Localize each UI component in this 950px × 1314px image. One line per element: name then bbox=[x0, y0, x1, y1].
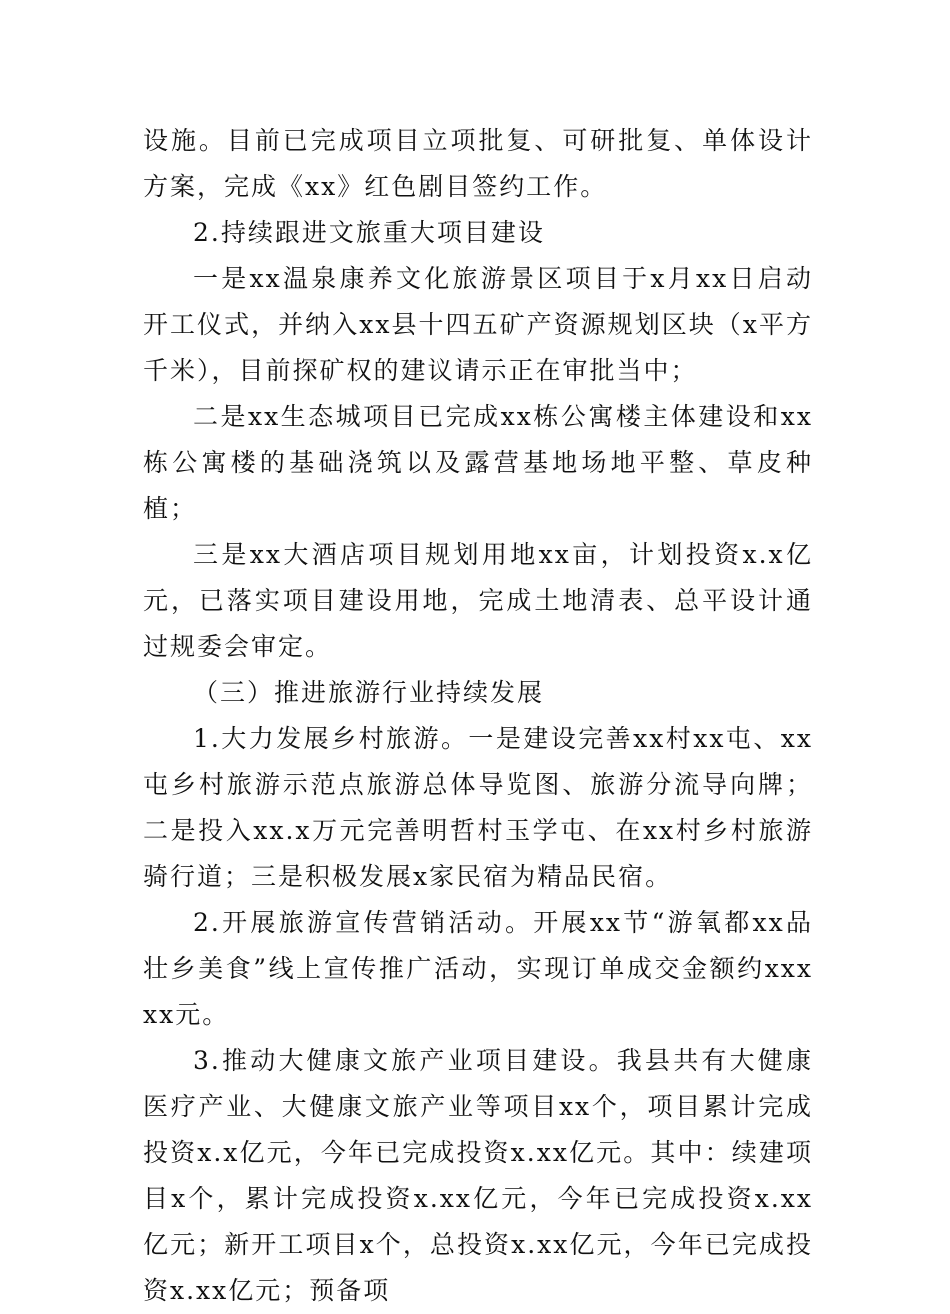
paragraph-hot-spring-project: 一是xx温泉康养文化旅游景区项目于x月xx日启动开工仪式，并纳入xx县十四五矿产资源规划区块（x平方千米），目前探矿权的建议请示正在审批当中； bbox=[143, 264, 813, 385]
paragraph-eco-city-project: 二是xx生态城项目已完成xx栋公寓楼主体建设和xx栋公寓楼的基础浇筑以及露营基地场地平整、草皮种植； bbox=[143, 402, 813, 523]
paragraph-health-tourism: 3.推动大健康文旅产业项目建设。我县共有大健康医疗产业、大健康文旅产业等项目xx个，项目累计完成投资x.x亿元，今年已完成投资x.xx亿元。其中：续建项目x个，累计完成投资x.xx亿元，今年已完成投资x.xx亿元；新开工项目x个，总投资x.xx亿元，今年已完成投资x.xx亿元；预备项 bbox=[143, 1046, 813, 1305]
paragraph-hotel-project: 三是xx大酒店项目规划用地xx亩，计划投资x.x亿元，已落实项目建设用地，完成土地清表、总平设计通过规委会审定。 bbox=[143, 540, 813, 661]
paragraph-marketing: 2.开展旅游宣传营销活动。开展xx节“游氧都xx品壮乡美食”线上宣传推广活动，实现订单成交金额约xxxxx元。 bbox=[143, 908, 813, 1029]
section-heading-tourism: （三）推进旅游行业持续发展 bbox=[193, 678, 545, 707]
paragraph-continuation: 设施。目前已完成项目立项批复、可研批复、单体设计方案，完成《xx》红色剧目签约工作。 bbox=[143, 126, 813, 201]
document-body bbox=[143, 118, 813, 1314]
subheading-major-projects: 2.持续跟进文旅重大项目建设 bbox=[193, 218, 545, 247]
paragraph-rural-tourism: 1.大力发展乡村旅游。一是建设完善xx村xx屯、xx屯乡村旅游示范点旅游总体导览图、旅游分流导向牌；二是投入xx.x万元完善明哲村玉学屯、在xx村乡村旅游骑行道；三是积极发展x家民宿为精品民宿。 bbox=[143, 724, 813, 891]
